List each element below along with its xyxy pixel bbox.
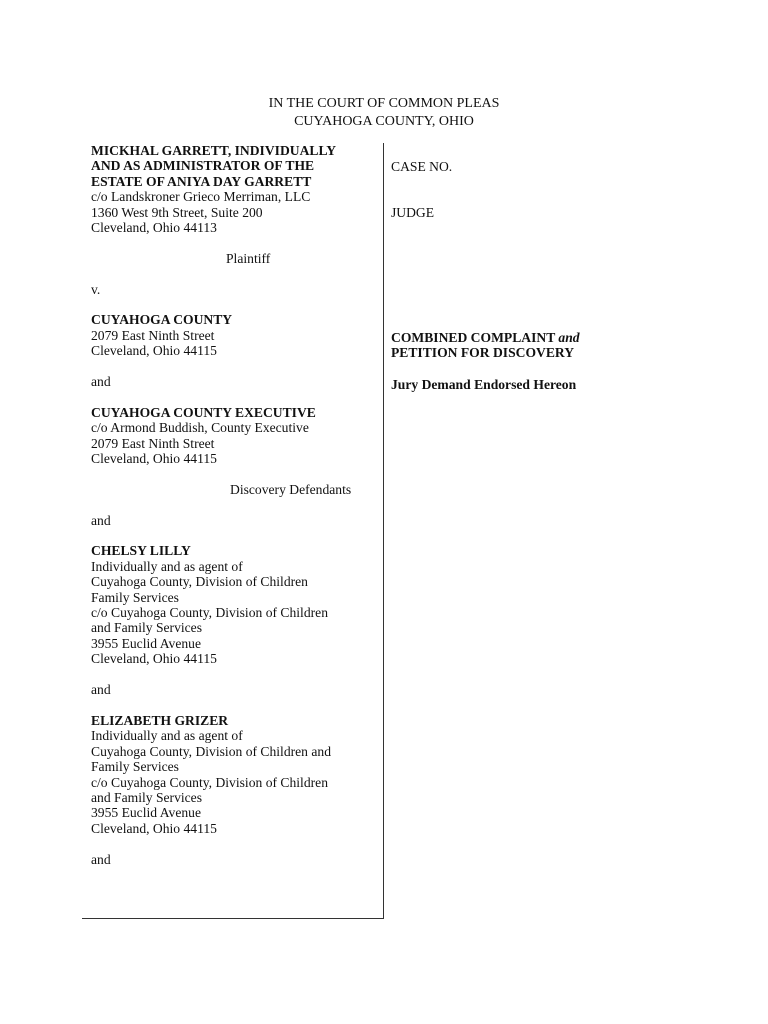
plaintiff-name-line: ESTATE OF ANIYA DAY GARRETT [91,173,312,189]
plaintiff-name-line: AND AS ADMINISTRATOR OF THE [91,158,315,174]
court-name: IN THE COURT OF COMMON PLEAS [268,96,500,111]
complaint-title-line2: PETITION FOR DISCOVERY [391,345,575,361]
defendant-address-line: 2079 East Ninth Street [91,435,215,451]
defendant-address-line: 2079 East Ninth Street [91,327,215,343]
defendant-name-cuyahoga-county: CUYAHOGA COUNTY [91,312,233,328]
plaintiff-address-line: 1360 West 9th Street, Suite 200 [91,204,263,220]
defendant-address-line: Family Services [91,589,179,605]
and-label: and [91,682,111,698]
and-label: and [91,374,111,390]
discovery-defendants-role: Discovery Defendants [230,481,352,497]
plaintiff-address-line: c/o Landskroner Grieco Merriman, LLC [91,189,311,205]
plaintiff-name-line: MICKHAL GARRETT, INDIVIDUALLY [91,143,337,158]
defendant-address-line: Family Services [91,759,179,775]
defendant-address-line: Individually and as agent of [91,728,243,744]
judge-label: JUDGE [391,205,435,220]
complaint-title-part1: COMBINED COMPLAINT [391,330,559,345]
case-number-label: CASE NO. [391,159,453,174]
court-county: CUYAHOGA COUNTY, OHIO [294,114,474,129]
plaintiff-address-line: Cleveland, Ohio 44113 [91,220,217,236]
defendant-name-chelsy-lilly: CHELSY LILLY [91,543,191,559]
defendant-address-line: Cleveland, Ohio 44115 [91,451,217,467]
caption-bottom-rule [82,918,384,919]
complaint-title-and: and [558,330,580,345]
caption-vertical-rule [383,143,384,919]
defendant-address-line: c/o Cuyahoga County, Division of Children [91,774,328,790]
defendant-address-line: Cleveland, Ohio 44115 [91,820,217,836]
defendant-address-line: and Family Services [91,620,202,636]
defendant-address-line: c/o Armond Buddish, County Executive [91,420,309,436]
defendant-address-line: and Family Services [91,789,202,805]
and-label: and [91,512,111,528]
defendant-name-elizabeth-grizer: ELIZABETH GRIZER [91,712,229,728]
defendant-address-line: Cleveland, Ohio 44115 [91,651,217,667]
defendant-name-county-executive: CUYAHOGA COUNTY EXECUTIVE [91,404,316,420]
defendant-address-line: Cleveland, Ohio 44115 [91,343,217,359]
court-caption [0,95,768,131]
defendant-address-line: Cuyahoga County, Division of Children [91,574,308,590]
and-label: and [91,851,111,867]
versus-label: v. [91,281,101,297]
defendant-address-line: Cuyahoga County, Division of Children and [91,743,332,759]
plaintiff-role: Plaintiff [226,250,271,266]
defendant-address-line: 3955 Euclid Avenue [91,635,201,651]
caption-parties [91,143,365,867]
defendant-address-line: c/o Cuyahoga County, Division of Children [91,605,328,621]
complaint-title [391,330,691,361]
defendant-address-line: Individually and as agent of [91,558,243,574]
jury-demand: Jury Demand Endorsed Hereon [391,377,577,392]
defendant-address-line: 3955 Euclid Avenue [91,805,201,821]
